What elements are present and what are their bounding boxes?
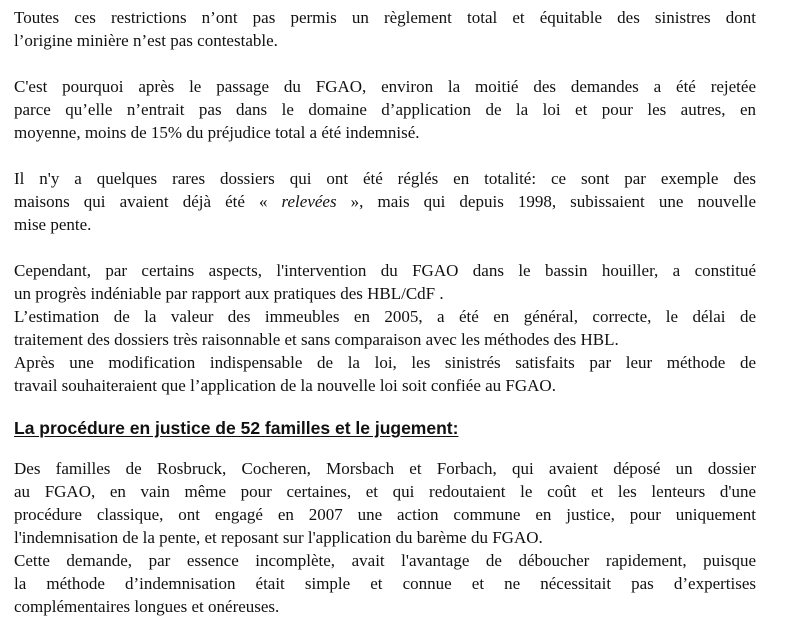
text-line: l’origine minière n’est pas contestable. [14,31,278,50]
document-page [14,6,756,618]
text-line: Après une modification indispensable de la loi, les sinistrés satisfaits par leur méthode de [14,353,756,372]
paragraph-restrictions [14,6,756,52]
text-line: Toutes ces restrictions n’ont pas permis un règlement total et équitable des sinistres dont [14,8,756,27]
text-line: l'indemnisation de la pente, et reposant sur l'application du barème du FGAO. [14,528,543,547]
text-line: Cette demande, par essence incomplète, avait l'avantage de déboucher rapidement, puisque [14,551,756,570]
text-line: travail souhaiteraient que l’application de la nouvelle loi soit confiée au FGAO. [14,376,556,395]
text-fragment: maisons qui avaient déjà été « [14,192,282,211]
text-line: traitement des dossiers très raisonnable et sans comparaison avec les méthodes des HBL. [14,330,619,349]
text-line: C'est pourquoi après le passage du FGAO, environ la moitié des demandes a été rejetée [14,77,756,96]
italic-term: relevées [281,192,337,211]
text-line: Cependant, par certains aspects, l'intervention du FGAO dans le bassin houiller, a constitué [14,261,756,280]
paragraph-fgao-progress [14,259,756,397]
text-line: la méthode d’indemnisation était simple et connue et ne nécessitait pas d’expertises [14,574,756,593]
text-line: L’estimation de la valeur des immeubles en 2005, a été en général, correcte, le délai de [14,307,756,326]
text-line: au FGAO, en vain même pour certaines, et qui redoutaient le coût et les lenteurs d'une [14,482,756,501]
text-line [14,190,756,213]
paragraph-fgao-results [14,75,756,144]
paragraph-legal-procedure [14,457,756,618]
paragraph-rare-cases [14,167,756,236]
section-heading [14,415,756,441]
text-line: moyenne, moins de 15% du préjudice total a été indemnisé. [14,123,420,142]
text-line: Des familles de Rosbruck, Cocheren, Morsbach et Forbach, qui avaient déposé un dossier [14,459,756,478]
text-line: un progrès indéniable par rapport aux pratiques des HBL/CdF . [14,284,444,303]
section-heading-text: La procédure en justice de 52 familles et le jugement: [14,418,459,438]
text-line: mise pente. [14,215,92,234]
text-line: parce qu’elle n’entrait pas dans le domaine d’application de la loi et pour les autres, en [14,100,756,119]
text-line: procédure classique, ont engagé en 2007 une action commune en justice, pour uniquement [14,505,756,524]
text-line: Il n'y a quelques rares dossiers qui ont été réglés en totalité: ce sont par exemple des [14,169,756,188]
text-line: complémentaires longues et onéreuses. [14,597,280,616]
text-fragment: », mais qui depuis 1998, subissaient une nouvelle [336,192,756,211]
